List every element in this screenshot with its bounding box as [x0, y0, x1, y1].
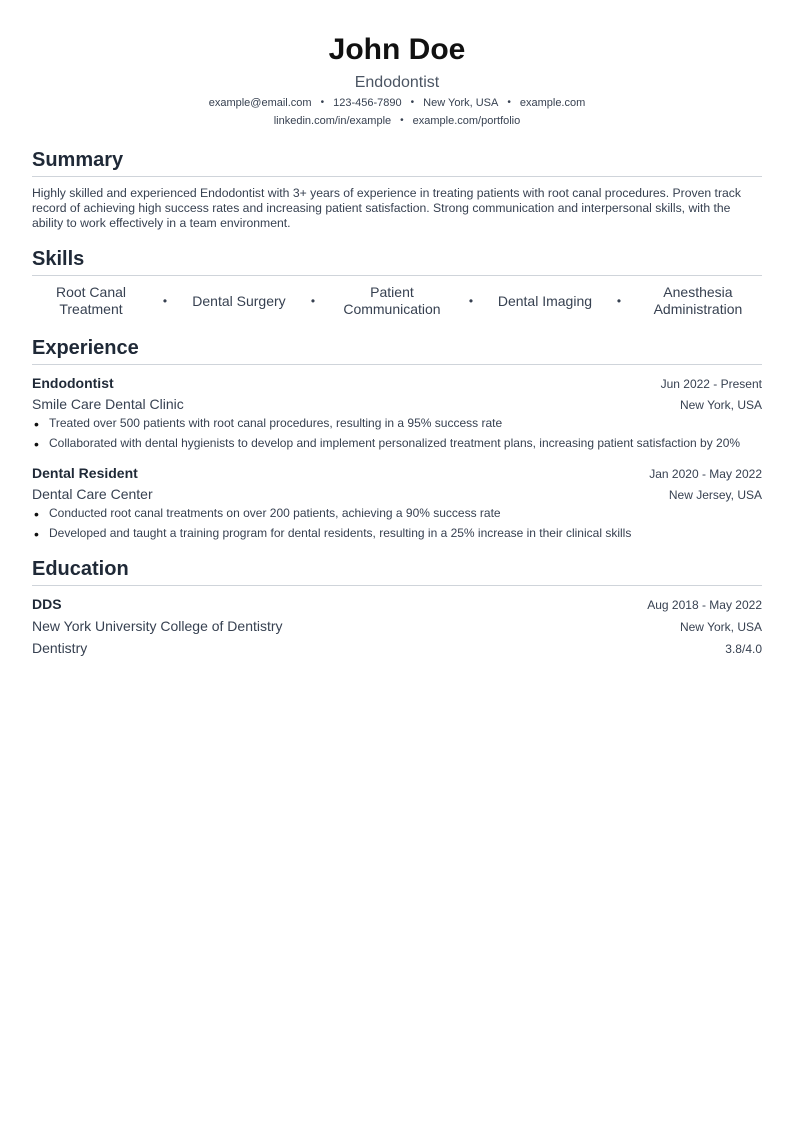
contact-linkedin[interactable]: linkedin.com/in/example: [273, 115, 392, 127]
job-bullet: • Developed and taught a training program for dental residents, resulting in a 25% increase in their clinical skills: [32, 526, 762, 541]
skills-section: [32, 245, 762, 318]
skills-heading: Skills: [32, 245, 762, 276]
summary-text: Highly skilled and experienced Endodontist with 3+ years of experience in treating patients with root canal procedures. Proven track record of achieving high success rates and increasing patient satisfaction. Strong communication and interpersonal skills, with the ability to work effectively in a team environment.: [32, 186, 741, 230]
skill-separator: •: [162, 294, 168, 308]
job-bullet: • Collaborated with dental hygienists to develop and implement personalized treatment plans, increasing patient satisfaction by 20%: [32, 436, 762, 451]
contact-separator: •: [400, 115, 404, 126]
contact-phone[interactable]: 123-456-7890: [333, 97, 402, 109]
job-bullets: [32, 506, 762, 541]
experience-entry: [32, 463, 762, 541]
contact-line-1: [32, 94, 762, 112]
skill-separator: •: [310, 294, 316, 308]
skill-item: Root Canal Treatment: [55, 284, 127, 317]
summary-heading: Summary: [32, 146, 762, 177]
education-dates: Aug 2018 - May 2022: [647, 598, 762, 612]
contact-location: New York, USA: [423, 97, 499, 109]
skill-item: Dental Imaging: [497, 292, 593, 309]
contact-separator: •: [410, 97, 415, 108]
candidate-title: Endodontist: [354, 74, 440, 91]
resume-header: [32, 0, 762, 130]
experience-section: [32, 334, 762, 541]
experience-heading: Experience: [32, 334, 762, 365]
skill-item: Dental Surgery: [192, 292, 286, 309]
skill-item: Patient Communication: [343, 284, 441, 317]
job-dates: Jun 2022 - Present: [660, 377, 762, 391]
education-heading: Education: [32, 555, 762, 586]
education-entry: [32, 594, 762, 660]
education-location: New York, USA: [679, 620, 762, 634]
contact-separator: •: [507, 97, 511, 108]
job-bullet: • Conducted root canal treatments on over 200 patients, achieving a 90% success rate: [32, 506, 762, 521]
experience-entry: [32, 373, 762, 451]
education-field: Dentistry: [32, 640, 88, 656]
job-company: Dental Care Center: [32, 486, 153, 502]
contact-separator: •: [320, 97, 325, 108]
education-degree: DDS: [32, 596, 62, 612]
job-title: Endodontist: [32, 375, 114, 391]
job-title: Dental Resident: [32, 465, 138, 481]
job-bullet: • Treated over 500 patients with root canal procedures, resulting in a 95% success rate: [32, 416, 762, 431]
skill-separator: •: [468, 294, 474, 308]
contact-portfolio[interactable]: example.com/portfolio: [412, 115, 521, 127]
skills-list: [32, 284, 762, 318]
education-section: [32, 555, 762, 660]
skill-separator: •: [616, 294, 622, 308]
job-location: New York, USA: [679, 398, 762, 412]
job-dates: Jan 2020 - May 2022: [649, 467, 762, 481]
summary-section: [32, 146, 762, 231]
skill-item: Anesthesia Administration: [653, 284, 743, 317]
contact-line-2: [32, 112, 762, 130]
job-bullets: [32, 416, 762, 451]
job-company: Smile Care Dental Clinic: [32, 396, 184, 412]
education-gpa: 3.8/4.0: [725, 642, 762, 656]
contact-website[interactable]: example.com: [519, 97, 586, 109]
candidate-name: John Doe: [328, 33, 466, 66]
education-school: New York University College of Dentistry: [32, 618, 283, 634]
contact-email[interactable]: example@email.com: [208, 97, 312, 109]
job-location: New Jersey, USA: [668, 488, 762, 502]
